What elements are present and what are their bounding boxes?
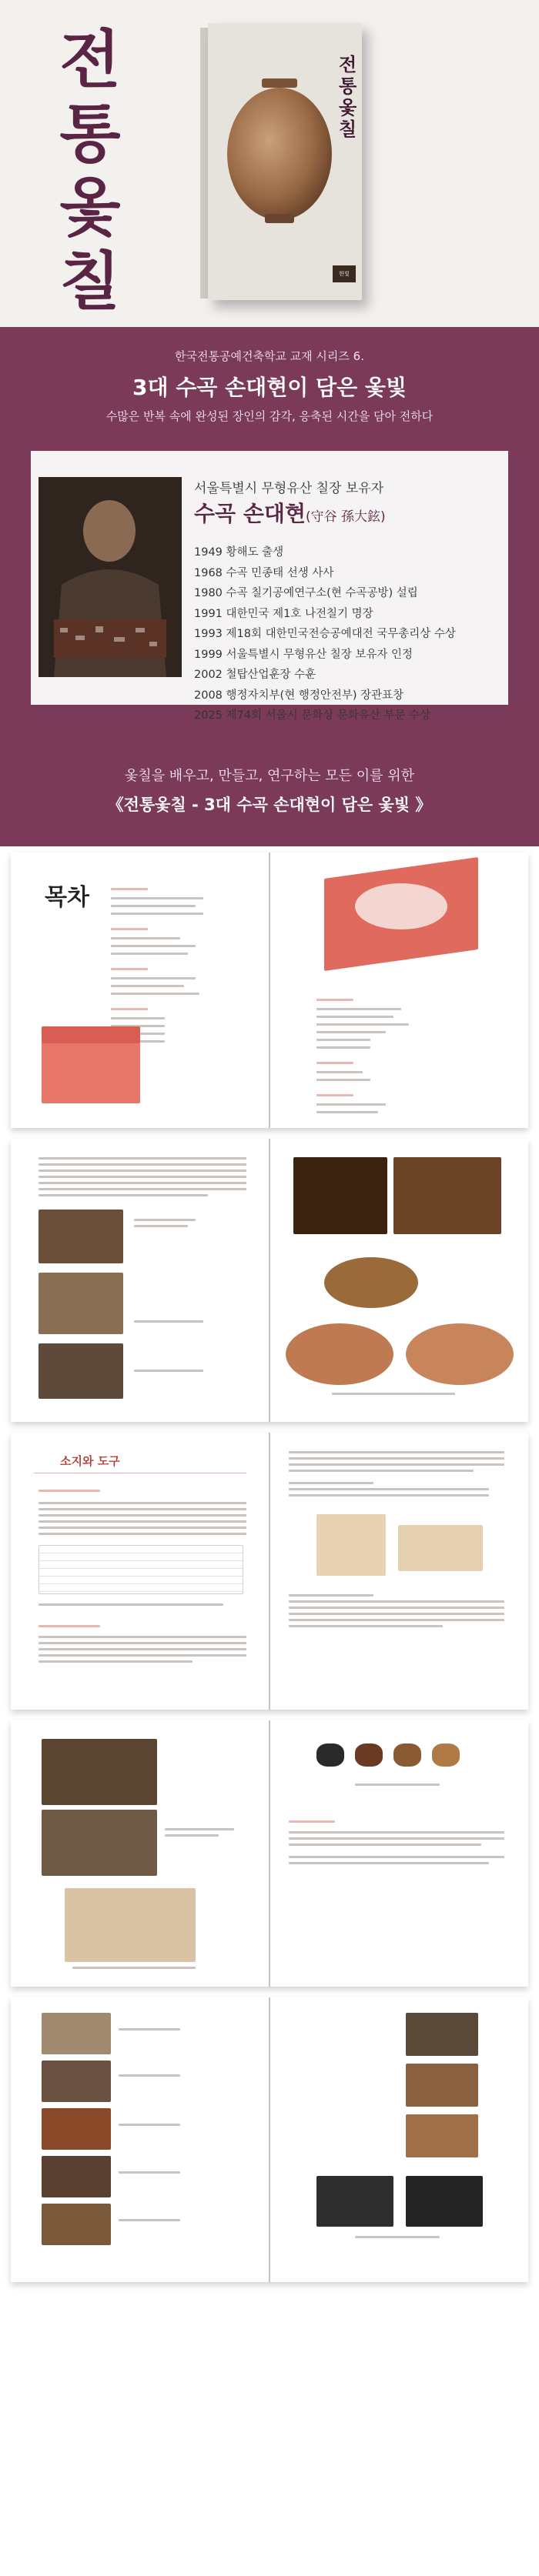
career-item: 1999 서울특별시 무형유산 칠장 보유자 인정	[194, 648, 413, 661]
photo	[38, 1210, 123, 1263]
box-pattern	[355, 883, 447, 929]
career-item: 1968 수곡 민종태 선생 사사	[194, 566, 334, 579]
artisan-photo	[38, 477, 182, 677]
career-item: 1991 대한민국 제1호 나전칠기 명장	[194, 607, 373, 620]
page-left	[11, 1720, 269, 1987]
page-left	[11, 853, 269, 1128]
black-box-photo	[316, 2176, 393, 2227]
career-item: 2002 철탑산업훈장 수훈	[194, 669, 316, 681]
profile-name	[194, 497, 386, 528]
photo	[42, 2108, 111, 2150]
bowls-photo	[65, 1888, 196, 1962]
page-right	[270, 1997, 528, 2282]
bowl-photo	[355, 1743, 383, 1767]
photo	[406, 2114, 478, 2157]
photo	[42, 2204, 111, 2245]
photo	[38, 1273, 123, 1334]
photo	[38, 1343, 123, 1399]
page-left	[11, 1997, 269, 2282]
black-box-photo	[406, 2176, 483, 2227]
spread-process-2	[11, 1997, 528, 2282]
page-right	[270, 1433, 528, 1710]
career-item: 2025 제74회 서울시 문화상 문화유산 부문 수상	[194, 709, 431, 722]
profile-name-text: 수곡 손대현	[194, 501, 306, 526]
toc-title: 목차	[45, 884, 89, 911]
vessels-photo	[398, 1525, 483, 1571]
book-title: 전통옻칠	[339, 53, 357, 140]
hero-title: 전통옻칠	[59, 23, 121, 319]
profile-office: 서울특별시 무형유산 칠장 보유자	[194, 481, 384, 496]
page-left	[11, 1139, 269, 1422]
photo	[293, 1157, 387, 1234]
page-left	[11, 1433, 269, 1710]
spec-table	[38, 1545, 243, 1594]
spread-lacquer-photos	[11, 1139, 528, 1422]
photo	[406, 2013, 478, 2056]
career-item: 2008 행정자치부(현 행정안전부) 장관표창	[194, 689, 404, 702]
photo	[42, 1739, 157, 1805]
bowl-photo	[286, 1323, 393, 1385]
closing-line-2: 《전통옻칠 - 3대 수곡 손대현이 담은 옻빛 》	[107, 796, 432, 814]
photo	[42, 2156, 111, 2197]
page-right	[270, 1139, 528, 1422]
spread-section	[11, 1433, 528, 1710]
photo	[406, 2064, 478, 2107]
wooden-stand-photo	[316, 1514, 386, 1576]
bowl-photo	[393, 1743, 421, 1767]
career-item: 1993 제18회 대한민국전승공예대전 국무총리상 수상	[194, 628, 456, 640]
career-list	[194, 542, 456, 726]
page-right	[270, 853, 528, 1128]
photo	[393, 1157, 501, 1234]
profile-name-hanja: (守谷 孫大鉉)	[306, 509, 386, 525]
photo	[42, 1810, 157, 1876]
career-item: 1980 수곡 칠기공예연구소(현 수곡공방) 설립	[194, 587, 418, 599]
bowl-photo	[406, 1323, 514, 1385]
series-label: 한국전통공예건축학교 교재 시리즈 6.	[175, 349, 364, 363]
headline: 3대 수곡 손대현이 담은 옻빛	[132, 375, 407, 400]
subtitle: 수많은 반복 속에 완성된 장인의 감각, 응축된 시간을 담아 전하다	[105, 409, 434, 423]
spread-contents	[11, 853, 528, 1128]
photo	[42, 2060, 111, 2102]
moon-jar-image	[225, 74, 334, 228]
section-title: 소지와 도구	[60, 1454, 120, 1468]
career-item: 1949 황해도 출생	[194, 546, 284, 559]
closing-line-1: 옻칠을 배우고, 만들고, 연구하는 모든 이를 위한	[124, 768, 415, 784]
page-right	[270, 1720, 528, 1987]
bowl-photo	[316, 1743, 344, 1767]
publisher-logo: 한빛	[333, 265, 356, 282]
photo	[42, 2013, 111, 2054]
spread-process	[11, 1720, 528, 1987]
photo	[324, 1257, 418, 1308]
box-lid	[42, 1026, 140, 1043]
bowl-photo	[432, 1743, 460, 1767]
